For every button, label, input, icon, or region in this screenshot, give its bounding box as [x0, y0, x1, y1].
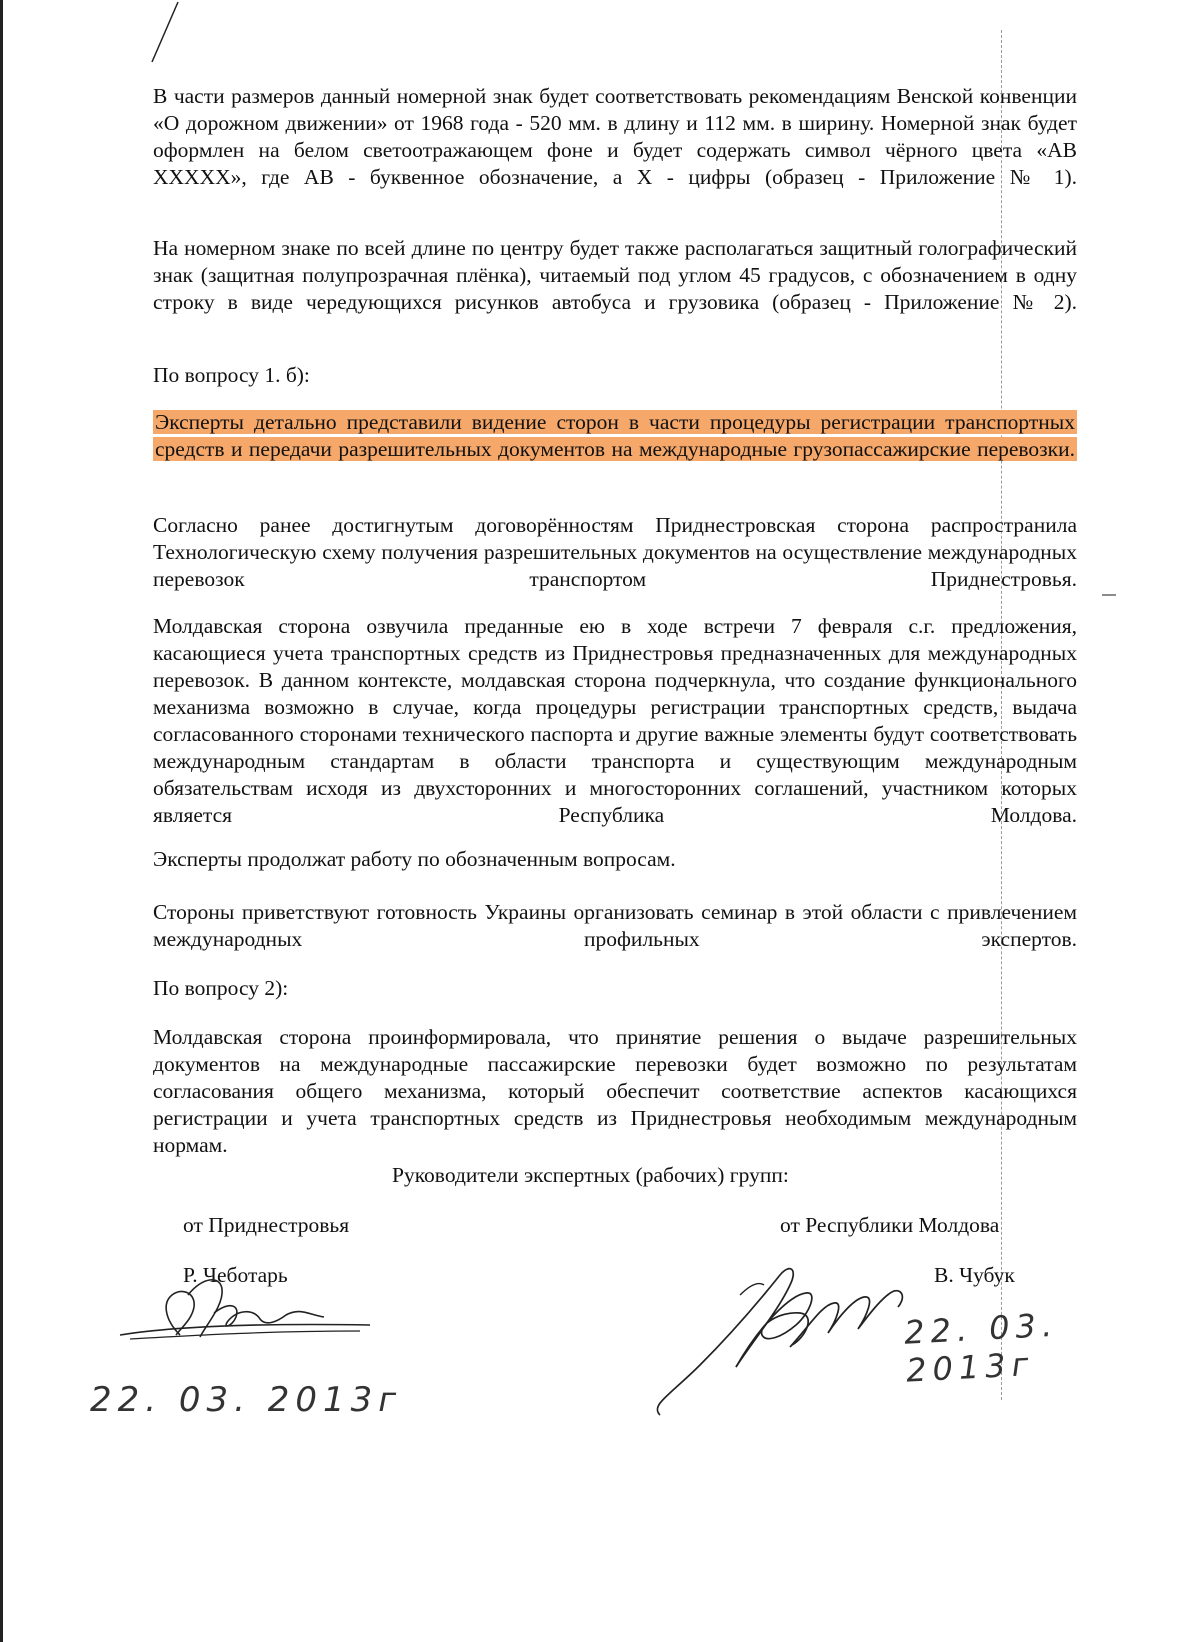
signatures-heading: Руководители экспертных (рабочих) групп:	[392, 1163, 789, 1187]
paragraph-experts-highlighted	[153, 409, 1077, 463]
right-signer-name: В. Чубук	[934, 1263, 1015, 1287]
left-organization: от Приднестровья	[183, 1213, 350, 1237]
right-organization: от Республики Молдова	[780, 1213, 1000, 1237]
pen-mark	[140, 0, 190, 70]
scan-edge	[0, 0, 3, 1642]
right-signature	[640, 1255, 940, 1430]
question-2-heading: По вопросу 2):	[153, 976, 289, 1000]
left-signer-name: Р. Чеботарь	[183, 1263, 288, 1287]
right-handwritten-date: 22. 03. 2013г	[903, 1305, 1059, 1390]
margin-dash	[1100, 590, 1120, 600]
left-handwritten-date: 22. 03. 2013г	[90, 1380, 403, 1420]
paragraph-hologram: На номерном знаке по всей длине по центру будет также располагаться защитный голографический знак (защитная полупрозрачная плёнка), читаемый под углом 45 градусов, с обозначением в одну строку в виде чередующихся рисунков автобуса и грузовика (образец - Приложение № 2).	[153, 236, 1077, 314]
paragraph-moldovan-informed: Молдавская сторона проинформировала, что принятие решения о выдаче разрешительных документов на международные пассажирские перевозки будет возможно по результатам согласования общего механизма, который обеспечит соответствие аспектов касающихся регистрации и учета транспортных средств из Приднестровья необходимым международным нормам.	[153, 1025, 1077, 1157]
paragraph-ukraine-seminar: Стороны приветствуют готовность Украины организовать семинар в этой области с привлечением международных профильных экспертов.	[153, 900, 1077, 951]
highlighted-text: Эксперты детально представили видение сторон в части процедуры регистрации транспортных средств и передачи разрешительных документов на международные грузопассажирские перевозки.	[155, 410, 1075, 461]
paragraph-moldovan-side: Молдавская сторона озвучила преданные ею в ходе встречи 7 февраля с.г. предложения, касающиеся учета транспортных средств из Приднестровья предназначенных для международных перевозок. В данном контексте, молдавская сторона подчеркнула, что создание функционального механизма возможно в случае, когда процедуры регистрации транспортных средств, выдача согласованного сторонами технического паспорта и другие важные элементы будут соответствовать международным стандартам в области транспорта и существующим международным обязательствам исходя из двухсторонних и многосторонних соглашений, участником которых является Республика Молдова.	[153, 614, 1077, 827]
paragraph-agreements: Согласно ранее достигнутым договорённостям Приднестровская сторона распространила Технологическую схему получения разрешительных документов на осуществление международных перевозок транспортом Приднестровья.	[153, 513, 1077, 591]
left-signature	[110, 1265, 380, 1355]
paragraph-license-plate-size: В части размеров данный номерной знак будет соответствовать рекомендациям Венской конвенции «О дорожном движении» от 1968 года - 520 мм. в длину и 112 мм. в ширину. Номерной знак будет оформлен на белом светоотражающем фоне и будет содержать символ чёрного цвета «АВ ХХХХХ», где АВ - буквенное обозначение, а Х - цифры (образец - Приложение № 1).	[153, 84, 1077, 189]
paragraph-experts-continue: Эксперты продолжат работу по обозначенным вопросам.	[153, 847, 676, 871]
question-1b-heading: По вопросу 1. б):	[153, 363, 310, 387]
